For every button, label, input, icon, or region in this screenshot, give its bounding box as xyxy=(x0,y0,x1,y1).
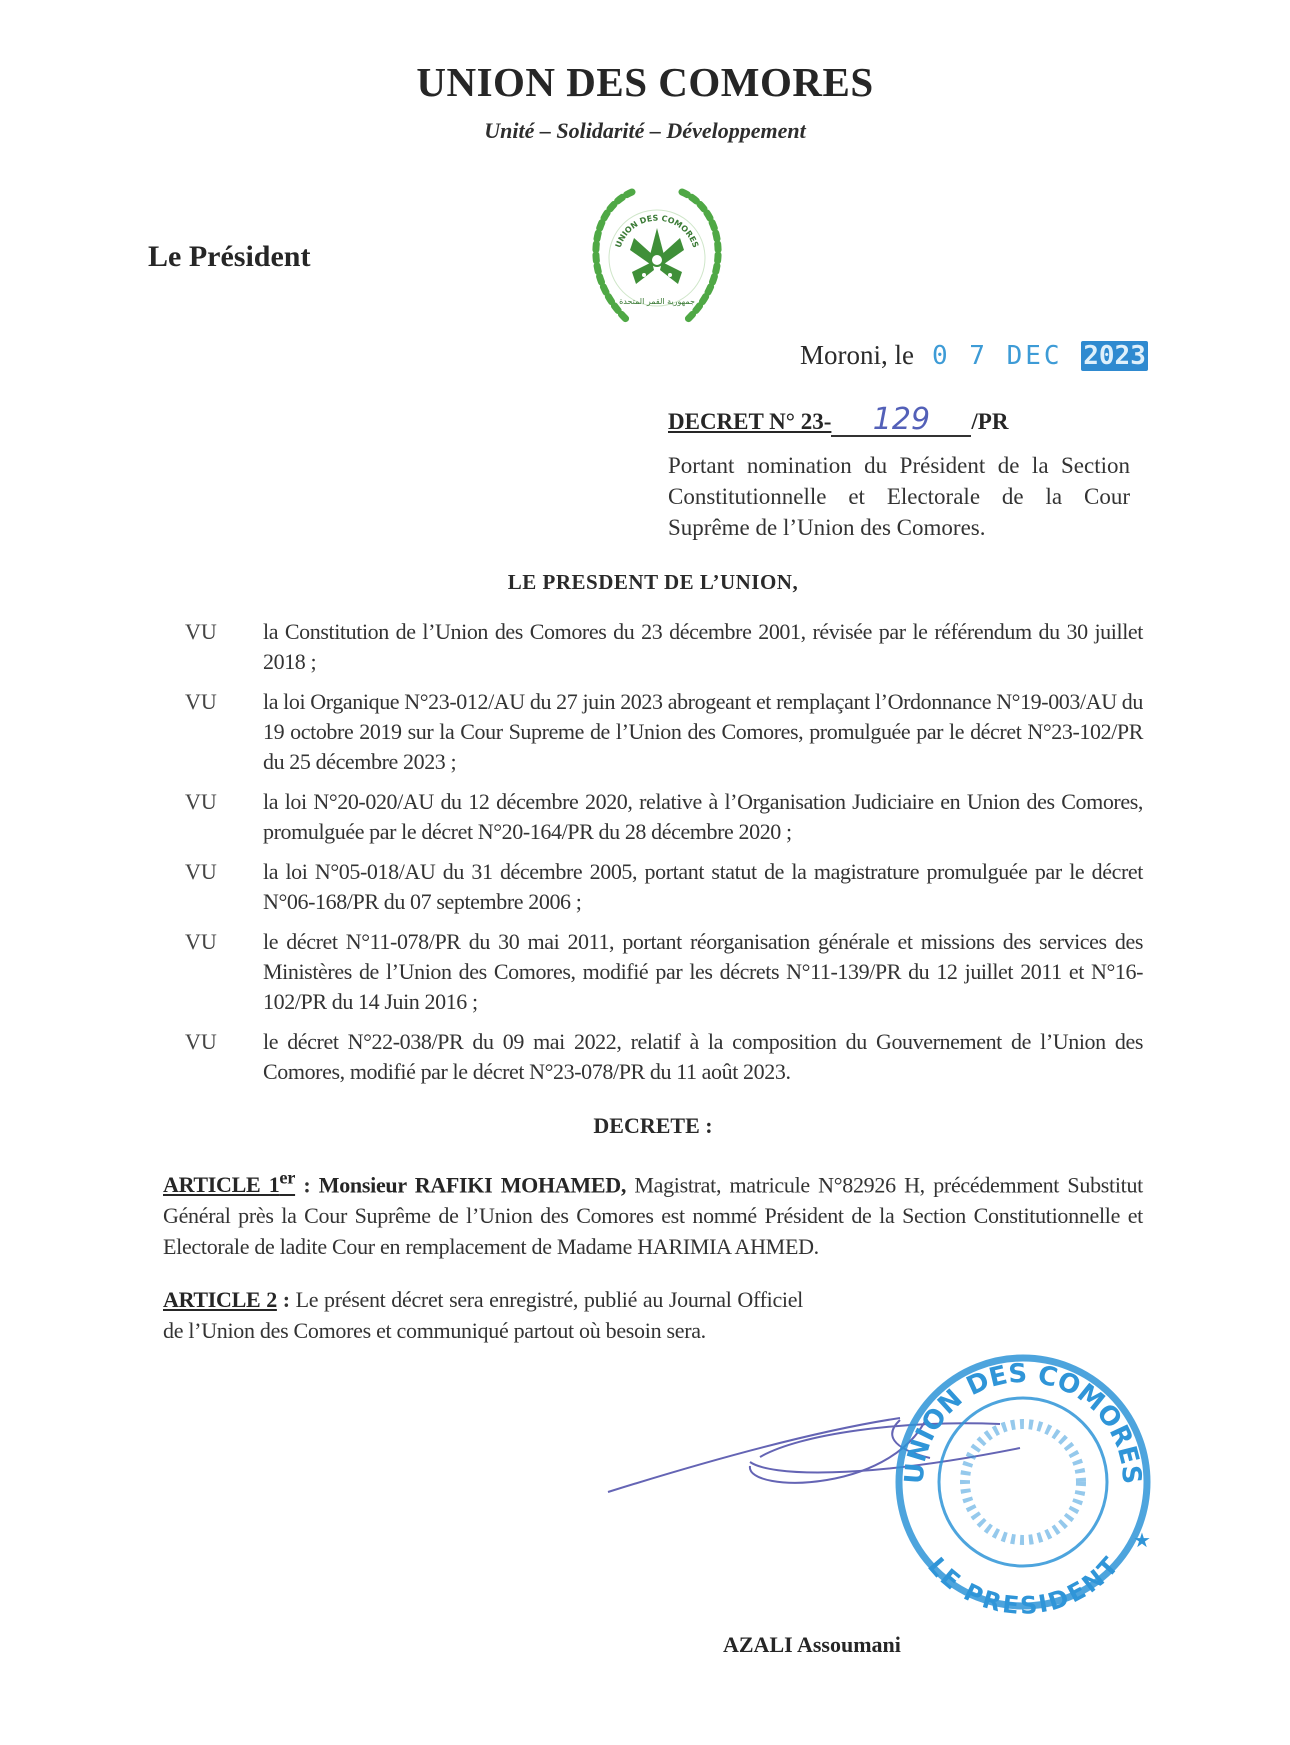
article-1-label-sup: er xyxy=(279,1168,296,1188)
vu-mark: VU xyxy=(185,789,217,814)
vu-mark: VU xyxy=(185,689,217,714)
decrete-heading: DECRETE : xyxy=(593,1113,713,1138)
article-2 xyxy=(163,1284,803,1346)
date-line xyxy=(800,340,1148,371)
signature-block xyxy=(163,1352,1151,1658)
article-2-body: Le présent décret sera enregistré, publié au Journal Officiel de l’Union des Comores et communiqué partout où besoin sera. xyxy=(163,1287,803,1344)
vu-mark: VU xyxy=(185,1029,217,1054)
office-label: Le Président xyxy=(148,240,311,273)
svg-text:LE PRESIDENT xyxy=(922,1552,1124,1620)
decree-subject: Portant nomination du Président de la Section Constitutionnelle et Electorale de la Cour Suprême de l’Union des Comores. xyxy=(668,453,1130,540)
emblem-text: UNION DES COMORES xyxy=(613,213,701,249)
preamble-heading: LE PRESDENT DE L’UNION, xyxy=(507,570,799,594)
vu-item xyxy=(185,1027,1143,1087)
coat-of-arms-emblem xyxy=(572,180,742,335)
vu-item xyxy=(185,687,1143,777)
national-motto: Unité – Solidarité – Développement xyxy=(484,118,806,143)
vu-item xyxy=(185,787,1143,847)
vu-text: la loi Organique N°23-012/AU du 27 juin 2023 abrogeant et remplaçant l’Ordonnance N°19-003/AU du 19 octobre 2019 sur la Cour Supreme de l’Union des Comores, promulguée par le décret N°23-102/PR du 25 décembre 2023 ; xyxy=(263,689,1143,774)
decree-number xyxy=(668,402,1009,437)
vu-item xyxy=(185,927,1143,1017)
seal-text-top: UNION DES COMORES xyxy=(899,1359,1147,1486)
decree-number-suffix: /PR xyxy=(971,409,1009,434)
seal-text-bottom: LE PRESIDENT xyxy=(922,1552,1124,1621)
vu-text: la loi N°20-020/AU du 12 décembre 2020, relative à l’Organisation Judiciaire en Union des Comores, promulguée par le décret N°20-164/PR du 28 décembre 2020 ; xyxy=(263,789,1143,844)
article-1-label-text: ARTICLE 1 xyxy=(163,1172,280,1198)
emblem-arabic-text: جمهورية القمر المتحدة xyxy=(619,297,695,306)
appointee-name: Monsieur RAFIKI MOHAMED, xyxy=(318,1172,627,1198)
date-stamp-year: 2023 xyxy=(1083,341,1146,371)
article-2-label: ARTICLE 2 xyxy=(163,1287,277,1313)
presidential-seal xyxy=(883,1342,1163,1622)
signatory-name: AZALI Assoumani xyxy=(723,1632,901,1658)
vu-mark: VU xyxy=(185,619,217,644)
date-stamp-day-month: 0 7 DEC xyxy=(932,341,1063,371)
decree-body xyxy=(163,570,1151,1658)
vu-item xyxy=(185,617,1143,677)
decree-number-prefix: DECRET N° 23- xyxy=(668,409,832,434)
vu-text: la Constitution de l’Union des Comores du 23 décembre 2001, révisée par le référendum du 30 juillet 2018 ; xyxy=(263,619,1143,674)
vu-text: le décret N°11-078/PR du 30 mai 2011, portant réorganisation générale et missions des services des Ministères de l’Union des Comores, modifié par les décrets N°11-139/PR du 12 juillet 2011 et N°16-102/PR du 14 Juin 2016 ; xyxy=(263,929,1143,1014)
date-stamp xyxy=(932,341,1148,371)
vu-text: le décret N°22-038/PR du 09 mai 2022, relatif à la composition du Gouvernement de l’Union des Comores, modifié par le décret N°23-078/PR du 11 août 2023. xyxy=(263,1029,1143,1084)
decree-number-handwritten: 129 xyxy=(831,405,971,437)
country-title: UNION DES COMORES xyxy=(416,59,874,105)
vu-mark: VU xyxy=(185,929,217,954)
article-1 xyxy=(163,1163,1143,1262)
article-2-separator: : xyxy=(276,1287,296,1313)
vu-item xyxy=(185,857,1143,917)
vu-text: la loi N°05-018/AU du 31 décembre 2005, portant statut de la magistrature promulguée par le décret N°06-168/PR du 07 septembre 2006 ; xyxy=(263,859,1143,914)
article-1-body: Magistrat, matricule N°82926 H, précédemment Substitut Général près la Cour Suprême de l’Union des Comores est nommé Président de la Section Constitutionnelle et Electorale de ladite Cour en remplacement de Madame HARIMIA AHMED. xyxy=(163,1172,1143,1260)
article-1-separator: : xyxy=(295,1172,319,1198)
article-1-label xyxy=(163,1168,296,1198)
seal-star-icon: ★ xyxy=(1133,1530,1151,1553)
place-date-label: Moroni, le xyxy=(800,340,914,370)
vu-list xyxy=(185,617,1143,1087)
vu-mark: VU xyxy=(185,859,217,884)
